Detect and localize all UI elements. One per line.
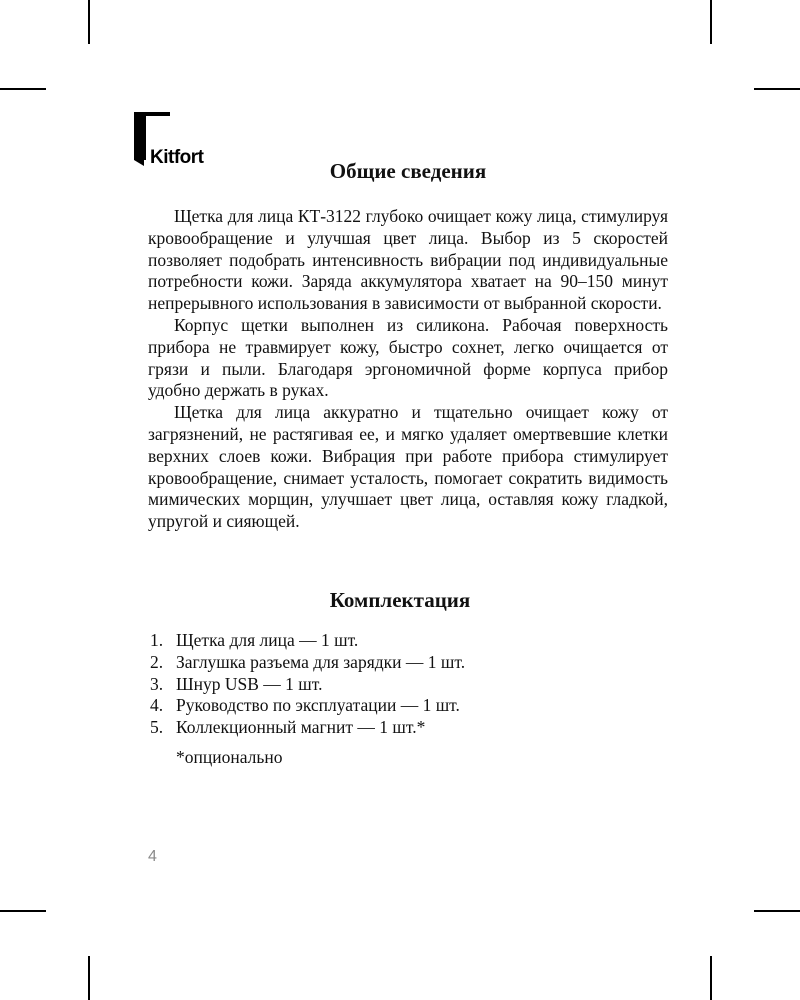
paragraph: Щетка для лица КТ-3122 глубоко очищает кожу лица, стимулируя кровообращение и улучшая цвет лица. Выбор из 5 скоростей позволяет подобрать интенсивность вибрации под индивидуальные потребности кожи. Заряда аккумулятора хватает на 90–150 минут непрерывного использования в зависимости от выбранной скорости. (148, 206, 668, 314)
section-title-contents: Комплектация (329, 588, 471, 612)
optional-note: *опционально (176, 747, 283, 767)
list-item: 2. Заглушка разъема для зарядки — 1 шт. (150, 651, 466, 672)
paragraph: Корпус щетки выполнен из силикона. Рабочая поверхность прибора не травмирует кожу, быстро сохнет, легко очищается от грязи и пыли. Благодаря эргономичной форме корпуса прибор удобно держать в руках. (148, 314, 668, 401)
crop-mark-bottom-left (88, 956, 90, 1000)
paragraph: Щетка для лица аккуратно и тщательно очищает кожу от загрязнений, не растягивая ее, и мягко удаляет омертвевшие клетки верхних слоев кожи. Вибрация при работе прибора стимулирует кровообращение, снимает усталость, помогает сократить видимость мимических морщин, улучшает цвет лица, оставляя кожу гладкой, упругой и сияющей. (148, 402, 668, 532)
logo-text: Kitfort (150, 147, 204, 168)
crop-mark-top-left (88, 0, 90, 44)
crop-mark-right-bottom (754, 910, 800, 912)
list-item: 5. Коллекционный магнит — 1 шт.* (150, 717, 426, 738)
crop-mark-top-right (710, 0, 712, 44)
page-number: 4 (148, 848, 157, 865)
list-item: 3. Шнур USB — 1 шт. (150, 673, 323, 694)
list-item: 1. Щетка для лица — 1 шт. (150, 630, 359, 650)
crop-mark-left-bottom (0, 910, 46, 912)
section-title-general: Общие сведения (329, 159, 487, 183)
list-item: 4. Руководство по эксплуатации — 1 шт. (150, 695, 460, 716)
crop-mark-bottom-right (710, 956, 712, 1000)
crop-mark-left-top (0, 88, 46, 90)
general-info-text (148, 206, 668, 533)
crop-mark-right-top (754, 88, 800, 90)
contents-list (150, 630, 465, 739)
